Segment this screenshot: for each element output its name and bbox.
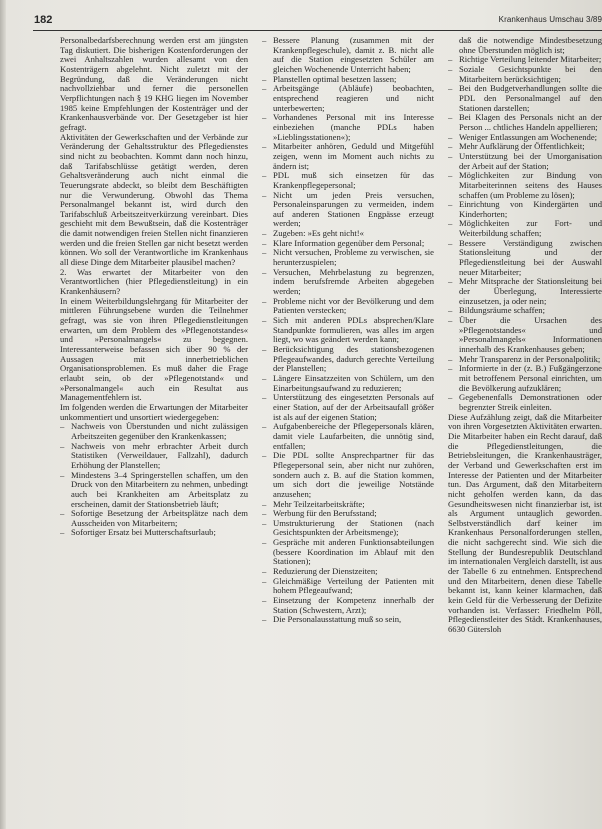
header-rule xyxy=(33,30,602,31)
list-item-text: Nachweis von Überstunden und nicht zulässigen Arbeitszeiten gegenüber den Krankenkassen; xyxy=(71,421,248,441)
list-item-text: Bei den Budgetverhandlungen sollte die PDL den Personalmangel auf den Stationen darstellen; xyxy=(459,83,602,113)
list-item-text: Mindestens 3–4 Springerstellen schaffen, um den Druck von den Mitarbeitern zu nehmen, unbedingt auch bei Krankheiten am Arbeitsplatz zu erscheinen, damit der Stationsbetrieb läuft; xyxy=(71,469,248,509)
list-item: – Unterstützung des eingesetzten Personals auf einer Station, auf der der Arbeitsaufall größer ist als auf der eigenen Station; xyxy=(262,392,434,422)
list-item-text: Berücksichtigung des stationsbezogenen Pflegeaufwandes, dadurch gerechte Verteilung der Planstellen; xyxy=(273,344,434,374)
list-item: – Bei Klagen des Personals nicht an der Person ... chtliches Handeln appellieren; xyxy=(448,112,602,132)
list-item: – Gespräche mit anderen Funktionsabteilungen (bessere Koordination im Ablauf mit den Stationen); xyxy=(262,537,434,567)
list-item-text: Mehr Mitsprache der Stationsleitung bei der Überlegung, Interessierte einzusetzen, ja oder nein; xyxy=(459,276,602,306)
list-item-text: Sofortige Besetzung der Arbeitsplätze nach dem Ausscheiden von Mitarbeitern; xyxy=(71,508,248,528)
running-head: Krankenhaus Umschau 3/89 xyxy=(498,15,602,24)
list-item: – Bessere Verständigung zwischen Stationsleitung und der Pflegedienstleitung bei der Auswahl neuer Mitarbeiter; xyxy=(448,237,602,277)
list-item: – Bei den Budgetverhandlungen sollte die PDL den Personalmangel auf den Stationen darstellen; xyxy=(448,83,602,113)
list-item: – Einsetzung der Kompetenz innerhalb der Station (Schwestern, Arzt); xyxy=(262,595,434,615)
list-item-text: Weniger Entlassungen am Wochenende; xyxy=(459,131,598,142)
list-item: – Aufgabenbereiche der Pflegepersonals klären, damit viele Laufarbeiten, die unnötig sind, entfallen; xyxy=(262,421,434,451)
list-item-text: Gleichmäßige Verteilung der Patienten mit hohem Pflegeaufwand; xyxy=(273,575,434,596)
list-item-text: Reduzierung der Dienstzeiten; xyxy=(273,566,378,577)
list-item-text: Möglichkeiten zur Fort- und Weiterbildung schaffen; xyxy=(459,218,602,239)
list-item-text: Die PDL sollte Ansprechpartner für das Pflegepersonal sein, aber nicht nur zuhören, sondern auch z. B. auf die Station kommen, um sich dort die jeweilige Notstände anzusehen; xyxy=(273,450,434,499)
list-item-text: Klare Information gegenüber dem Personal; xyxy=(273,237,425,248)
list-item: – Möglichkeiten zur Fort- und Weiterbildung schaffen; xyxy=(448,218,602,239)
page-header xyxy=(0,0,602,26)
list-item-text: Arbeitsgänge (Abläufe) beobachten, entsprechend reagieren und nicht unterbewerten; xyxy=(273,83,434,113)
list-item-text: Nachweis von mehr erbrachter Arbeit durch Statistiken (Verweildauer, Fallzahl), dadurch Erhöhung der Planstellen; xyxy=(71,440,248,470)
list-item-text: Die Personalausstattung muß so sein, xyxy=(273,614,402,625)
list-item-text: Einsetzung der Kompetenz innerhalb der Station (Schwestern, Arzt); xyxy=(273,595,434,615)
list-item: – Sich mit anderen PDLs absprechen/Klare Standpunkte formulieren, was alles im argen liegt, wo was geändert werden kann; xyxy=(262,315,434,345)
list-item-text: Zugeben: »Es geht nicht!« xyxy=(273,228,364,239)
list-item: – Längere Einsatzzeiten von Schülern, um den Einarbeitungsaufwand zu reduzieren; xyxy=(262,372,434,393)
list-item: – Nachweis von Überstunden und nicht zulässigen Arbeitszeiten gegenüber den Krankenkassen; xyxy=(60,421,248,441)
list-item: – Klare Information gegenüber dem Personal; xyxy=(262,237,425,248)
text-column-2 xyxy=(262,36,434,824)
list-item: – Sofortige Besetzung der Arbeitsplätze nach dem Ausscheiden von Mitarbeitern; xyxy=(60,508,248,528)
paragraph: Aktivitäten der Gewerkschaften und der Verbände zur Veränderung der Gehaltsstruktur des Pflegedienstes sind nicht zu beobachten. Kommt dann noch hinzu, daß Tarifabschlüsse getätigt werden, deren Gehaltsveränderung auch nicht einmal die Teuerungsrate abdeckt, so bleibt dem Beschäftigten nur die Verwunderung. Obwohl das Thema Personalmangel bekannt ist, wird durch den Tarifabschluß Arbeitszeitverkürzung vereinbart. Dies geschieht mit dem Bewußtsein, daß die Kostenträger die damit notwendigen freien Stellen nicht finanzieren werden und die freien Stellen gar nicht besetzt werden können. Wo soll der Verantwortliche im Krankenhaus all diese Dinge dem Mitarbeiter plausibel machen? xyxy=(60,131,248,268)
list-item-text: Unterstützung des eingesetzten Personals auf einer Station, auf der der Arbeitsaufall größer ist als auf der eigenen Station; xyxy=(273,392,434,422)
list-item: – Möglichkeiten zur Bindung von Mitarbeiterinnen seitens des Hauses schaffen (um Probleme zu lösen); xyxy=(448,170,602,200)
list-item-text: Probleme nicht vor der Bevölkerung und dem Patienten verstecken; xyxy=(273,295,434,316)
list-item-text: Unterstützung bei der Umorganisation der Arbeit auf der Station; xyxy=(459,150,602,171)
list-item: – Die Personalausstattung muß so sein, xyxy=(262,614,402,625)
list-item: – Nicht um jeden Preis versuchen, Personaleinsparungen zu vermeiden, indem auf anderen Stationen Engpässe erzeugt werden; xyxy=(262,189,434,229)
list-item-text: Bildungsräume schaffen; xyxy=(459,305,545,316)
list-item: – Richtige Verteilung leitender Mitarbeiter; xyxy=(448,54,602,65)
list-item: – Informierte in der (z. B.) Fußgängerzone mit betroffenem Personal einrichten, um die Bevölkerung aufzuklären; xyxy=(448,363,602,393)
list-item-text: Sofortiger Ersatz bei Mutterschaftsurlaub; xyxy=(71,527,216,538)
list-item-text: PDL muß sich einsetzen für das Krankenpflegepersonal; xyxy=(273,170,434,190)
list-item: – Soziale Gesichtspunkte bei den Mitarbeitern berücksichtigen; xyxy=(448,63,602,84)
list-item: – Sofortiger Ersatz bei Mutterschaftsurlaub; xyxy=(60,527,216,538)
list-item: – Planstellen optimal besetzen lassen; xyxy=(262,73,397,84)
list-item-text: Versuchen, Mehrbelastung zu begrenzen, indem berufsfremde Arbeiten abgegeben werden; xyxy=(273,266,434,297)
list-item: – Zugeben: »Es geht nicht!« xyxy=(262,228,364,239)
closing-paragraph: Diese Aufzählung zeigt, daß die Mitarbeiter von ihren Vorgesetzten Aktivitäten erwarten. Die Mitarbeiter haben ein Recht darauf, daß die Pflegedienstleitungen, die Betriebsleitungen, die Krankenhausträger, der Verband und Gewerkschaften erst im Interesse der Patienten und der Mitarbeiter tun. Das Argument, daß den Mitarbeitern nicht geholfen werden kann, da das Gesundheitswesen nicht finanzierbar ist, ist als Argument untauglich geworden. Selbstverständlich darf keiner im Krankenhaus Personalforderungen stellen, die nicht sachgerecht sind. Wie sich die Stellung der Bundesrepublik Deutschland im internationalen Vergleich darstellt, ist aus der Tabelle 6 zu entnehmen. Entsprechend und den Mitarbeitern, denen diese Tabelle bekannt ist, kann keiner klarmachen, daß kein Geld für die Verbesserung der Defizite vorhanden ist. Verfasser: Friedhelm Pöll, Pflegedienstleiter des Städt. Krankenhauses, 6630 Gütersloh xyxy=(448,411,602,635)
list-item-text: Längere Einsatzzeiten von Schülern, um den Einarbeitungsaufwand zu reduzieren; xyxy=(273,372,434,393)
list-item-text: Mitarbeiter anhören, Geduld und Mitgefühl zeigen, wenn im Moment auch nichts zu ändern ist; xyxy=(273,141,434,171)
list-item: – Mindestens 3–4 Springerstellen schaffen, um den Druck von den Mitarbeitern zu nehmen, unbedingt auch bei Krankheiten am Arbeitsplatz zu erscheinen, damit der Stationsbetrieb läuft; xyxy=(60,469,248,509)
list-item: – Mitarbeiter anhören, Geduld und Mitgefühl zeigen, wenn im Moment auch nichts zu ändern ist; xyxy=(262,141,434,171)
list-item-text: Mehr Aufklärung der Öffentlichkeit; xyxy=(459,141,585,152)
list-item-text: Planstellen optimal besetzen lassen; xyxy=(273,73,397,84)
list-item: – Bildungsräume schaffen; xyxy=(448,305,545,316)
list-item-text: Möglichkeiten zur Bindung von Mitarbeiterinnen seitens des Hauses schaffen (um Probleme zu lösen); xyxy=(459,170,602,200)
list-item xyxy=(448,36,602,55)
list-item: – Bessere Planung (zusammen mit der Krankenpflegeschule), damit z. B. nicht alle auf die Station eingesetzten Schüler am gleichen Wochenende Unterricht haben; xyxy=(262,36,434,74)
list-item-text: Vorhandenes Personal mit ins Interesse einbeziehen (manche PDLs haben »Lieblingsstationen«); xyxy=(273,112,434,142)
text-column-1 xyxy=(60,36,248,824)
list-item-text: Gespräche mit anderen Funktionsabteilungen (bessere Koordination im Ablauf mit den Stationen); xyxy=(273,537,434,567)
list-item-text: Richtige Verteilung leitender Mitarbeiter; xyxy=(459,54,602,65)
list-item: – Berücksichtigung des stationsbezogenen Pflegeaufwandes, dadurch gerechte Verteilung der Planstellen; xyxy=(262,344,434,374)
list-item-text: Soziale Gesichtspunkte bei den Mitarbeitern berücksichtigen; xyxy=(459,63,602,84)
list-item-text: Einrichtung von Kindergärten und Kinderhorten; xyxy=(459,199,602,219)
list-item: – Die PDL sollte Ansprechpartner für das Pflegepersonal sein, aber nicht nur zuhören, sondern auch z. B. auf die Station kommen, um sich dort die jeweilige Notstände anzusehen; xyxy=(262,450,434,499)
list-item: – Reduzierung der Dienstzeiten; xyxy=(262,566,378,577)
expectations-list xyxy=(448,36,602,413)
list-item-text: Über die Ursachen des »Pflegenotstandes« und »Personalmangels« Informationen innerhalb des Krankenhauses geben; xyxy=(459,315,602,354)
list-item: – Nachweis von mehr erbrachter Arbeit durch Statistiken (Verweildauer, Fallzahl), dadurch Erhöhung der Planstellen; xyxy=(60,440,248,470)
list-item: – Einrichtung von Kindergärten und Kinderhorten; xyxy=(448,199,602,219)
page-number: 182 xyxy=(34,14,53,26)
page-binding-shadow xyxy=(0,0,6,829)
list-item: – Mehr Teilzeitarbeitskräfte; xyxy=(262,498,365,509)
expectations-list xyxy=(262,36,434,625)
list-item: – Mehr Mitsprache der Stationsleitung bei der Überlegung, Interessierte einzusetzen, ja oder nein; xyxy=(448,276,602,306)
list-item: – Weniger Entlassungen am Wochenende; xyxy=(448,131,598,142)
list-item: – Mehr Transparenz in der Personalpolitik; xyxy=(448,353,601,364)
list-item: – Mehr Aufklärung der Öffentlichkeit; xyxy=(448,141,585,152)
list-item-text: Mehr Transparenz in der Personalpolitik; xyxy=(459,353,601,364)
list-item: – Arbeitsgänge (Abläufe) beobachten, entsprechend reagieren und nicht unterbewerten; xyxy=(262,83,434,113)
list-item: – Gleichmäßige Verteilung der Patienten mit hohem Pflegeaufwand; xyxy=(262,575,434,596)
list-item-text: Bessere Verständigung zwischen Stationsleitung und der Pflegedienstleitung bei der Auswahl neuer Mitarbeiter; xyxy=(459,237,602,277)
list-item-text: Werbung für den Berufsstand; xyxy=(273,508,377,519)
paragraph: In einem Weiterbildungslehrgang für Mitarbeiter der mittleren Führungsebene wurden die Teilnehmer gefragt, was sie von ihren Pflegedienstleitungen erwarten, um dem Problem des »Pflegenotstandes« und »Personalmangels« zu begegnen. Interessanterweise befassen sich über 90 % der Aussagen mit innerbetrieblichen Organisationsproblemen. Es muß daher die Frage erlaubt sein, ob der »Pflegenotstand« und »Personalmangel« auch ein Resultat aus Managementfehlern ist. xyxy=(60,295,248,403)
paragraph: 2. Was erwartet der Mitarbeiter von den Verantwortlichen (hier Pflegedienstleitung) in ein Krankenhäusern? xyxy=(60,266,248,297)
list-item-text: Nicht um jeden Preis versuchen, Personaleinsparungen zu vermeiden, indem auf anderen Stationen Engpässe erzeugt werden; xyxy=(273,189,434,229)
text-column-3 xyxy=(448,36,602,824)
list-item-text: Bei Klagen des Personals nicht an der Person ... chtliches Handeln appellieren; xyxy=(459,112,602,132)
list-item-text: Informierte in der (z. B.) Fußgängerzone mit betroffenem Personal einrichten, um die Bevölkerung aufzuklären; xyxy=(459,363,602,393)
list-item: – Umstrukturierung der Stationen (nach Gesichtspunkten der Arbeitsmenge); xyxy=(262,517,434,538)
expectations-list xyxy=(60,422,248,538)
list-item-text: Mehr Teilzeitarbeitskräfte; xyxy=(273,498,365,509)
list-item-text: daß die notwendige Mindestbesetzung ohne Überstunden möglich ist; xyxy=(459,36,602,55)
list-item: – Probleme nicht vor der Bevölkerung und dem Patienten verstecken; xyxy=(262,295,434,316)
list-item-text: Gegebenenfalls Demonstrationen oder begrenzter Streik einleiten. xyxy=(459,392,602,412)
paragraph: Personalbedarfsberechnung werden erst am jüngsten Tag diskutiert. Die bisherigen Kostenforderungen der zwei Anhaltszahlen wurden allesamt von den Kostenträgern abgelehnt. Nicht zuletzt mit der Begründung, daß die Veränderungen nicht nachvollziehbar und ferner die personellen Verpflichtungen nach § 19 KHG liegen im November 1985 keine Empfehlungen der Kostenträger und der Krankenhausverbände vor. Der Gesetzgeber ist hier gefragt. xyxy=(60,36,248,132)
list-item: – Versuchen, Mehrbelastung zu begrenzen, indem berufsfremde Arbeiten abgegeben werden; xyxy=(262,266,434,297)
list-item: – Nicht versuchen, Probleme zu verwischen, sie herunterzuspielen; xyxy=(262,247,434,268)
list-item: – Gegebenenfalls Demonstrationen oder begrenzter Streik einleiten. xyxy=(448,392,602,412)
list-item-text: Nicht versuchen, Probleme zu verwischen, sie herunterzuspielen; xyxy=(273,247,434,268)
list-item: – Werbung für den Berufsstand; xyxy=(262,508,377,519)
list-item: – Unterstützung bei der Umorganisation der Arbeit auf der Station; xyxy=(448,150,602,171)
list-item-text: Umstrukturierung der Stationen (nach Gesichtspunkten der Arbeitsmenge); xyxy=(273,517,434,538)
list-item: – PDL muß sich einsetzen für das Krankenpflegepersonal; xyxy=(262,170,434,190)
list-item-text: Bessere Planung (zusammen mit der Krankenpflegeschule), damit z. B. nicht alle auf die Station eingesetzten Schüler am gleichen Wochenende Unterricht haben; xyxy=(273,36,434,74)
list-item-text: Sich mit anderen PDLs absprechen/Klare Standpunkte formulieren, was alles im argen liegt, wo was geändert werden kann; xyxy=(273,315,434,345)
list-item: – Über die Ursachen des »Pflegenotstandes« und »Personalmangels« Informationen innerhalb des Krankenhauses geben; xyxy=(448,315,602,354)
paragraph: Im folgenden werden die Erwartungen der Mitarbeiter unkommentiert und unsortiert wiedergegeben: xyxy=(60,401,248,422)
list-item: – Vorhandenes Personal mit ins Interesse einbeziehen (manche PDLs haben »Lieblingsstationen«); xyxy=(262,112,434,142)
list-item-text: Aufgabenbereiche der Pflegepersonals klären, damit viele Laufarbeiten, die unnötig sind, entfallen; xyxy=(273,421,434,451)
